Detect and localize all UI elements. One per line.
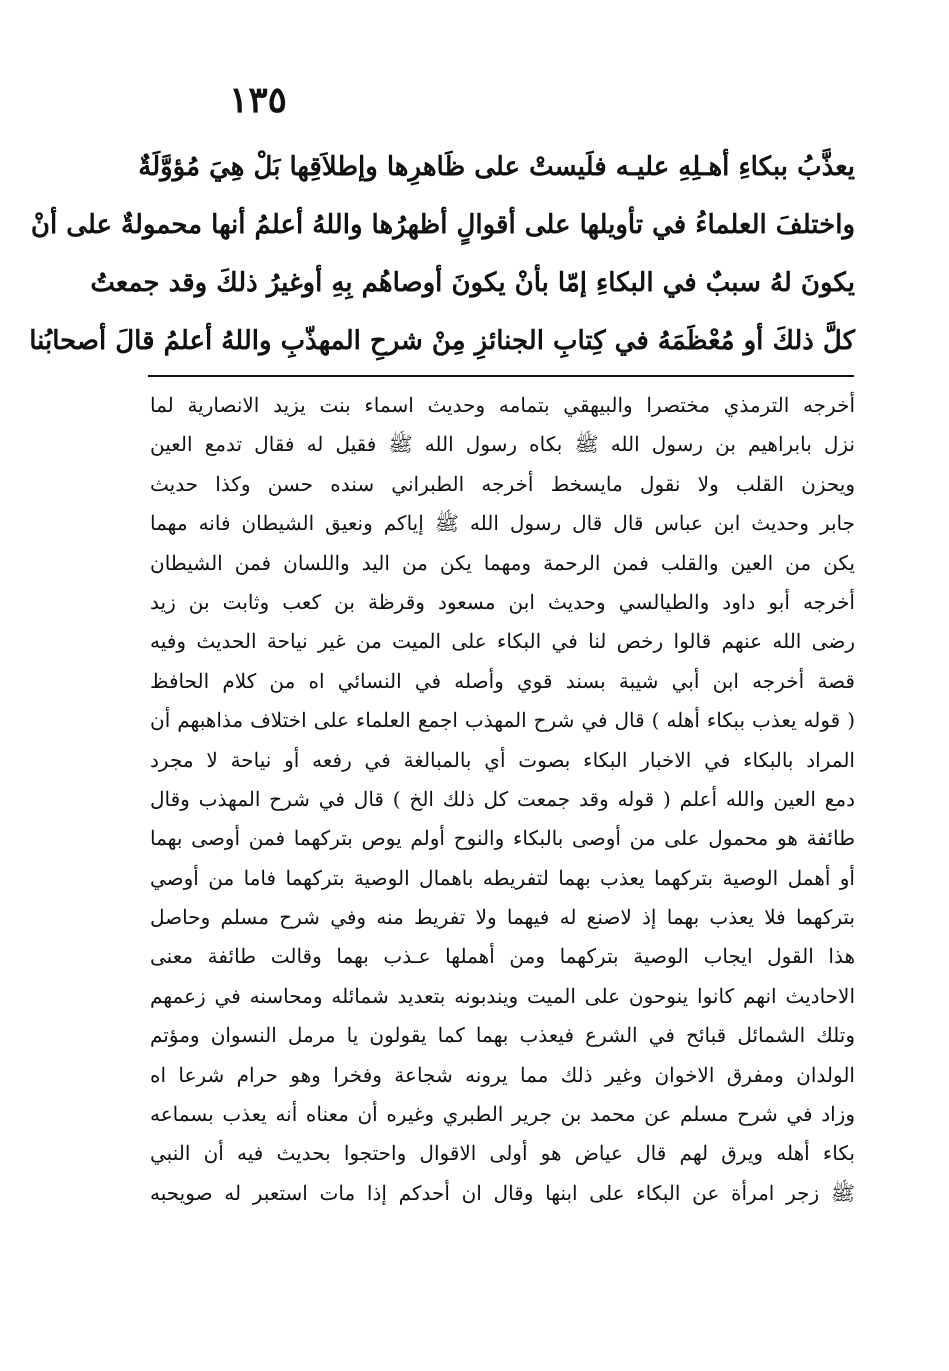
footnote-line: الاحاديث انهم كانوا ينوحون على الميت ويندبونه بتعديد شمائله ومحاسنه في زعمهم <box>150 983 855 1008</box>
footnote-line: ( قوله يعذب ببكاء أهله ) قال في شرح المهذب اجمع العلماء على اختلاف مذاهبهم أن <box>150 708 855 733</box>
footnote-line: دمع العين والله أعلم ( قوله وقد جمعت كل ذلك الخ ) قال في شرح المهذب وقال <box>150 786 855 811</box>
footnote-line: وتلك الشمائل قبائح في الشرع فيعذب بهما كما يقولون يا مرمل النسوان ومؤتم <box>150 1023 855 1048</box>
footnote-line: طائفة هو محمول على من أوصى بالبكاء والنوح أولم يوص بتركهما فمن أوصى بهما <box>150 826 855 851</box>
footnote-line: وزاد في شرح مسلم عن محمد بن جرير الطبري وغيره أن معناه أنه يعذب بسماعه <box>150 1102 855 1127</box>
footnote-line: أو أهمل الوصية بتركهما يعذب بهما لتفريطه باهمال الوصية بتركهما فاما من أوصي <box>150 865 855 890</box>
footnote-line: ويحزن القلب ولا نقول مايسخط أخرجه الطبراني سنده حسن وكذا حديث <box>150 471 855 496</box>
footnote-line: ﷺ زجر امرأة عن البكاء على ابنها وقال ان أحدكم إذا مات استعبر له صويحبه <box>150 1180 855 1205</box>
main-text-line: يعذَّبُ ببكاءِ أهـلِهِ عليـه فلَيستْ على ظَاهرِها وإطلاَقِها بَلْ هِيَ مُؤوَّلَةٌ <box>138 152 855 182</box>
footnote-line: نزل بابراهيم بن رسول الله ﷺ بكاه رسول الله ﷺ فقيل له فقال تدمع العين <box>150 432 855 457</box>
footnote-line: أخرجه أبو داود والطيالسي وحديث ابن مسعود وقرظة بن كعب وثابت بن زيد <box>150 589 855 614</box>
main-text-block <box>29 138 855 370</box>
page-number: ١٣٥ <box>228 79 287 121</box>
main-text-line: واختلفَ العلماءُ في تأويلها على أقوالٍ أظهرُها واللهُ أعلمُ أنها محمولةٌ على أنْ <box>30 210 855 240</box>
main-text-line: يكونَ لهُ سببٌ في البكاءِ إمّا بأنْ يكونَ أوصاهُم بِهِ أوغيرُ ذلكَ وقد جمعتُ <box>90 268 855 298</box>
main-text-line: كلَّ ذلكَ أو مُعْظَمَهُ في كِتابِ الجنائزِ مِنْ شرحِ المهذّبِ واللهُ أعلمُ قالَ أصحابُنا <box>29 326 855 356</box>
footnote-line: بكاء أهله ويرق لهم قال عياض هو أولى الاقوال واحتجوا بحديث فيه أن النبي <box>150 1141 855 1166</box>
footnote-line: المراد بالبكاء في الاخبار البكاء بصوت أي بالمبالغة في رفعه أو نياحة لا مجرد <box>150 747 855 772</box>
footnote-line: الولدان ومفرق الاخوان وغير ذلك مما يرونه شجاعة وفخرا وهو حرام شرعا اه <box>150 1062 855 1087</box>
footnote-block <box>150 386 855 1213</box>
footnote-line: جابر وحديث ابن عباس قال قال رسول الله ﷺ إياكم ونعيق الشيطان فانه مهما <box>150 511 855 536</box>
footnote-line: أخرجه الترمذي مختصرا والبيهقي بتمامه وحديث اسماء بنت يزيد الانصارية لما <box>150 393 855 417</box>
footnote-line: رضى الله عنهم قالوا رخص لنا في البكاء على الميت من غير نياحة الحديث وفيه <box>150 629 855 654</box>
footnote-line: هذا القول ايجاب الوصية بتركهما ومن أهملها عـذب بهما وقالت طائفة معنى <box>150 944 855 969</box>
footnote-line: قصة أخرجه ابن أبي شيبة بسند قوي وأصله في النسائي اه من كلام الحافظ <box>150 668 855 693</box>
footnote-line: يكن من العين والقلب فمن الرحمة ومهما يكن من اليد واللسان فمن الشيطان <box>150 550 855 575</box>
footnote-line: بتركهما فلا يعذب بهما إذ لاصنع له فيهما ولا تفريط منه وفي شرح مسلم وحاصل <box>150 905 855 930</box>
footnote-divider <box>148 375 854 377</box>
